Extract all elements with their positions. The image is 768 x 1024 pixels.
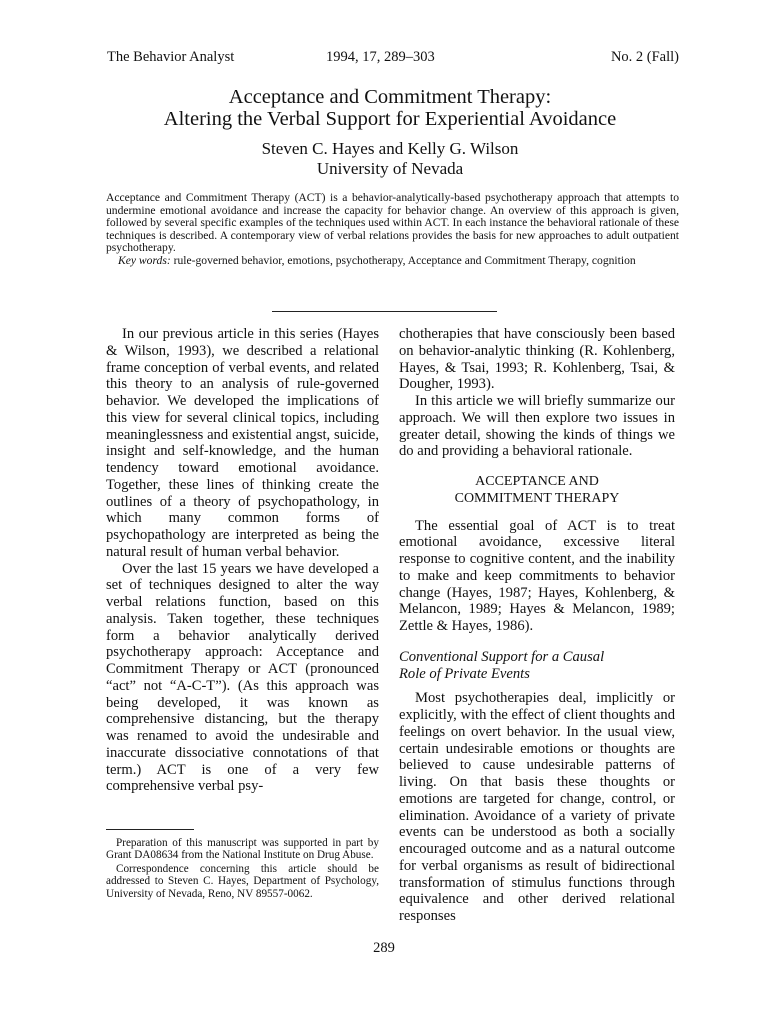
section-heading-line-1: ACCEPTANCE AND (475, 474, 599, 489)
article-title (80, 86, 700, 130)
journal-name: The Behavior Analyst (107, 49, 235, 65)
authors: Steven C. Hayes and Kelly G. Wilson (261, 139, 519, 158)
title-line-1: Acceptance and Commitment Therapy: (228, 86, 552, 108)
footnote-rule (106, 829, 194, 830)
issue: No. 2 (Fall) (610, 49, 679, 65)
paragraph: Over the last 15 years we have developed a set of techniques designed to alter the way verbal relations function, based on this analysis. Taken together, these techniques form a behavior analytically derived psychotherapy approach: Acceptance and Commitment Therapy or ACT (pronounced “act” not “A-C-T”). (As this approach was being developed, it was known as comprehensive distancing, but the therapy was renamed to avoid the undesirable and inaccurate dissociative connotations of that term.) ACT is one of a very few comprehensive verbal psy- (106, 560, 379, 795)
subsection-heading-line-2: Role of Private Events (399, 665, 530, 682)
running-head (107, 49, 679, 69)
subsection-heading-line-1: Conventional Support for a Causal (399, 648, 605, 665)
citation: 1994, 17, 289–303 (326, 49, 435, 65)
footnote-funding: Preparation of this manuscript was supported in part by Grant DA08634 from the National Institute on Drug Abuse. (106, 837, 379, 862)
paragraph: In our previous article in this series (Hayes & Wilson, 1993), we described a relational frame conception of verbal events, and related this theory to an analysis of rule-governed behavior. We developed the implications of this view for several clinical topics, including meaninglessness and existential angst, suicide, insight and self-knowledge, and the human tendency toward emotional avoidance. Together, these lines of thinking create the outlines of a theory of psychopathology, in which many common forms of psychopathology are interpreted as being the natural result of human verbal behavior. (106, 326, 379, 560)
section-heading-line-2: COMMITMENT THERAPY (454, 490, 620, 506)
left-column (106, 326, 379, 795)
keywords (106, 255, 679, 268)
keywords-label: Key words: (118, 253, 171, 267)
footnote-correspondence: Correspondence concerning this article should be addressed to Steven C. Hayes, Department of Psychology, University of Nevada, Reno, NV 89557-0062. (106, 862, 379, 900)
paragraph: chotherapies that have consciously been based on behavior-analytic thinking (R. Kohlenberg, Hayes, & Tsai, 1993; R. Kohlenberg, Tsai, & Dougher, 1993). (399, 326, 675, 393)
keywords-list: rule-governed behavior, emotions, psychotherapy, Acceptance and Commitment Therapy, cognition (170, 253, 636, 267)
footnotes (106, 837, 379, 901)
paragraph: Most psychotherapies deal, implicitly or explicitly, with the effect of client thoughts and feelings on overt behavior. In the usual view, certain undesirable emotions or thoughts are believed to cause undesirable patterns of living. On that basis these thoughts or emotions are targeted for change, control, or elimination. Avoidance of a variety of private events can be understood as both a socially encouraged outcome and as a natural outcome for verbal organisms as result of bidirectional transformation of stimulus functions through equivalence and other derived relational responses (399, 690, 675, 924)
affiliation: University of Nevada (316, 159, 464, 178)
paragraph: In this article we will briefly summarize our approach. We will then explore two issues in greater detail, showing the kinds of things we do and providing a behavioral rationale. (399, 393, 675, 460)
abstract (106, 192, 679, 268)
page-number: 289 (373, 940, 395, 956)
paragraph: The essential goal of ACT is to treat emotional avoidance, excessive literal response to cognitive content, and the inability to make and keep commitments to behavior change (Hayes, 1987; Hayes, Kohlenberg, & Melancon, 1989; Hayes & Melancon, 1989; Zettle & Hayes, 1986). (399, 517, 675, 634)
right-column (399, 326, 675, 925)
author-block (80, 139, 700, 179)
abstract-text: Acceptance and Commitment Therapy (ACT) is a behavior-analytically-based psychotherapy approach that attempts to undermine emotional avoidance and increase the capacity for behavior change. An overview of this approach is given, followed by several specific examples of the techniques used within ACT. In each instance the behavioral rationale of these techniques is described. A contemporary view of verbal relations provides the basis for new approaches to adult outpatient psychotherapy. (106, 191, 679, 255)
title-line-2: Altering the Verbal Support for Experiential Avoidance (163, 108, 617, 130)
subsection-heading (399, 649, 675, 683)
section-divider (272, 311, 497, 312)
section-heading (399, 474, 675, 508)
